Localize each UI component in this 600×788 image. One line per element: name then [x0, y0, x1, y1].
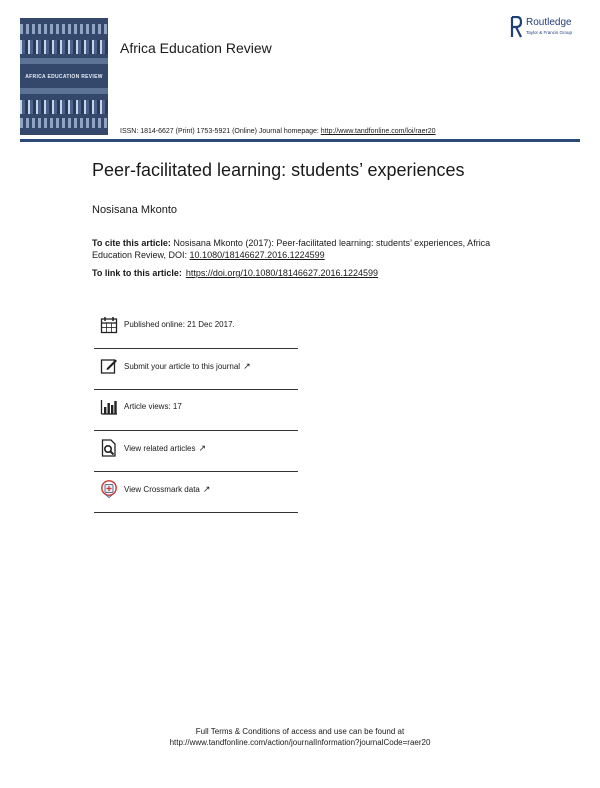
citation-block — [92, 238, 502, 261]
issn-text: ISSN: 1814-6627 (Print) 1753-5921 (Online) Journal homepage: — [120, 128, 321, 135]
document-search-icon — [100, 439, 118, 457]
submit-article-link[interactable]: Submit your article to this journal ↗ — [124, 361, 251, 371]
crossmark-link[interactable]: View Crossmark data ↗ — [124, 484, 211, 494]
header-divider — [20, 139, 580, 142]
article-link-label: To link to this article: — [92, 268, 182, 278]
edit-icon — [100, 357, 118, 375]
bar-chart-icon — [100, 398, 118, 416]
article-views-label: Article views: 17 — [124, 402, 182, 411]
publisher-logo[interactable] — [510, 16, 590, 42]
article-link-block — [92, 268, 378, 278]
external-link-icon: ↗ — [243, 361, 251, 371]
external-link-icon: ↗ — [198, 443, 206, 453]
article-views-row — [94, 390, 298, 431]
article-info-panel — [94, 308, 298, 513]
terms-url-link[interactable]: http://www.tandfonline.com/action/journalInformation?journalCode=raer20 — [169, 738, 431, 747]
crossmark-icon — [100, 480, 118, 498]
terms-footer — [0, 726, 600, 748]
journal-name: Africa Education Review — [120, 40, 272, 56]
journal-homepage-link[interactable]: http://www.tandfonline.com/loi/raer20 — [320, 128, 436, 135]
citation-text: Nosisana Mkonto (2017): Peer-facilitated learning: students’ experiences, Africa Education Review, DOI: — [92, 238, 491, 260]
related-articles-link[interactable]: View related articles ↗ — [124, 443, 206, 453]
article-doi-url[interactable]: https://doi.org/10.1080/18146627.2016.1224599 — [185, 268, 379, 278]
article-title: Peer-facilitated learning: students’ experiences — [92, 160, 465, 180]
calendar-icon — [100, 316, 118, 334]
submit-article-row[interactable] — [94, 349, 298, 390]
terms-line: Full Terms & Conditions of access and use can be found at — [195, 727, 405, 736]
published-online-row — [94, 308, 298, 349]
publisher-tagline: Taylor & Francis Group — [526, 30, 573, 35]
issn-line — [120, 128, 436, 135]
author-name: Nosisana Mkonto — [92, 204, 177, 216]
citation-doi-link[interactable]: 10.1080/18146627.2016.1224599 — [189, 249, 325, 260]
publisher-name: Routledge — [526, 17, 572, 28]
routledge-logo-icon — [510, 16, 522, 38]
cover-title: AFRICA EDUCATION REVIEW — [25, 74, 103, 80]
external-link-icon: ↗ — [202, 484, 211, 494]
journal-cover-image — [20, 18, 108, 135]
citation-label: To cite this article: — [92, 238, 171, 248]
crossmark-row[interactable] — [94, 472, 298, 513]
published-online-label: Published online: 21 Dec 2017. — [124, 320, 235, 329]
related-articles-row[interactable] — [94, 431, 298, 472]
